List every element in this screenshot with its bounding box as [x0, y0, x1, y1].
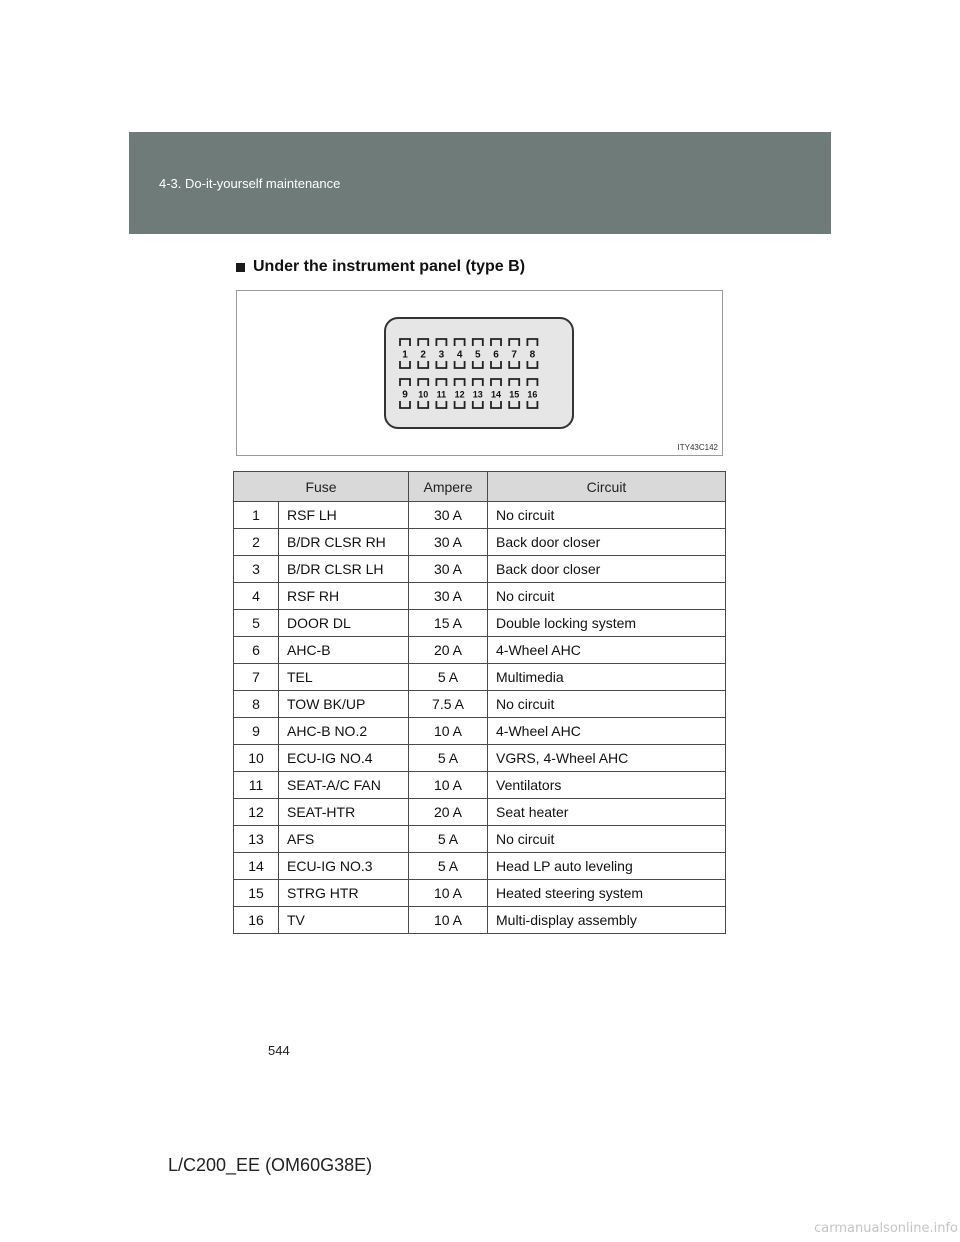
- fuse-circuit: Head LP auto leveling: [488, 853, 726, 880]
- fuse-name: AHC-B NO.2: [279, 718, 409, 745]
- fuse-number: 16: [234, 907, 279, 934]
- fuse-slot-6: [491, 339, 501, 368]
- header-fuse: Fuse: [234, 472, 409, 502]
- fuse-slot-11: [436, 379, 446, 408]
- fuse-slot-label: 9: [402, 389, 408, 401]
- fuse-ampere: 5 A: [409, 745, 488, 772]
- fuse-slot-16: [527, 379, 537, 408]
- bullet-square-icon: [236, 263, 245, 272]
- fuse-name: SEAT-HTR: [279, 799, 409, 826]
- fuse-slot-label: 15: [509, 389, 520, 400]
- fuse-slot-12: [455, 379, 465, 408]
- fuse-ampere: 15 A: [409, 610, 488, 637]
- watermark: carmanualsonline.info: [814, 1221, 958, 1236]
- table-row: [234, 529, 726, 556]
- fuse-slot-label: 1: [402, 349, 408, 361]
- fuse-name: AHC-B: [279, 637, 409, 664]
- page-number: 544: [268, 1043, 290, 1058]
- fuse-ampere: 30 A: [409, 556, 488, 583]
- fuse-slot-5: [473, 339, 483, 368]
- fuse-slot-14: [491, 379, 501, 408]
- fuse-number: 1: [234, 502, 279, 529]
- table-row: [234, 502, 726, 529]
- fuse-slot-label: 11: [436, 389, 447, 400]
- fuse-name: B/DR CLSR RH: [279, 529, 409, 556]
- fuse-circuit: No circuit: [488, 826, 726, 853]
- fuse-slot-10: [418, 379, 428, 408]
- table-row: [234, 664, 726, 691]
- fuse-circuit: Seat heater: [488, 799, 726, 826]
- fuse-slot-7: [509, 339, 519, 368]
- fuse-number: 11: [234, 772, 279, 799]
- table-row: [234, 718, 726, 745]
- fuse-slot-15: [509, 379, 519, 408]
- table-row: [234, 826, 726, 853]
- fuse-number: 14: [234, 853, 279, 880]
- table-row: [234, 799, 726, 826]
- fuse-circuit: Heated steering system: [488, 880, 726, 907]
- fuse-number: 2: [234, 529, 279, 556]
- fuse-name: ECU-IG NO.3: [279, 853, 409, 880]
- fuse-circuit: Multimedia: [488, 664, 726, 691]
- fuse-name: AFS: [279, 826, 409, 853]
- fuse-ampere: 30 A: [409, 583, 488, 610]
- fuse-circuit: No circuit: [488, 691, 726, 718]
- fuse-slot-label: 14: [490, 389, 502, 400]
- fuse-ampere: 10 A: [409, 772, 488, 799]
- fuse-slot-label: 8: [529, 349, 536, 361]
- table-row: [234, 745, 726, 772]
- fuse-slot-9: [400, 379, 410, 408]
- header-ampere: Ampere: [409, 472, 488, 502]
- page-header: [129, 132, 831, 234]
- fuse-number: 5: [234, 610, 279, 637]
- fuse-slot-1: [400, 339, 410, 368]
- fuse-slot-label: 5: [475, 349, 481, 361]
- fuse-slot-label: 7: [511, 349, 517, 361]
- fuse-name: TEL: [279, 664, 409, 691]
- fuse-layout-svg: [386, 319, 572, 427]
- fuse-name: DOOR DL: [279, 610, 409, 637]
- fuse-number: 4: [234, 583, 279, 610]
- fuse-slot-label: 3: [438, 349, 445, 361]
- fuse-name: RSF RH: [279, 583, 409, 610]
- table-header-row: [234, 472, 726, 502]
- fuse-number: 7: [234, 664, 279, 691]
- fuse-circuit: Double locking system: [488, 610, 726, 637]
- fuse-ampere: 5 A: [409, 664, 488, 691]
- table-row: [234, 556, 726, 583]
- fuse-circuit: Back door closer: [488, 556, 726, 583]
- fuse-number: 6: [234, 637, 279, 664]
- fuse-name: SEAT-A/C FAN: [279, 772, 409, 799]
- fuse-ampere: 5 A: [409, 826, 488, 853]
- fuse-slot-2: [418, 339, 428, 368]
- diagram-code: ITY43C142: [677, 443, 718, 452]
- fuse-name: STRG HTR: [279, 880, 409, 907]
- fuse-slot-label: 4: [456, 349, 463, 361]
- fuse-number: 12: [234, 799, 279, 826]
- fuse-slot-label: 13: [472, 389, 483, 400]
- fuse-name: B/DR CLSR LH: [279, 556, 409, 583]
- fuse-name: TV: [279, 907, 409, 934]
- fuse-table: [233, 471, 726, 934]
- fuse-box-diagram: [236, 290, 723, 456]
- fuse-slot-13: [473, 379, 483, 408]
- table-row: [234, 583, 726, 610]
- section-breadcrumb: 4-3. Do-it-yourself maintenance: [159, 176, 341, 191]
- fuse-ampere: 10 A: [409, 718, 488, 745]
- table-row: [234, 880, 726, 907]
- fuse-slot-label: 16: [527, 389, 538, 400]
- table-row: [234, 907, 726, 934]
- fuse-ampere: 10 A: [409, 907, 488, 934]
- fuse-number: 13: [234, 826, 279, 853]
- fuse-ampere: 5 A: [409, 853, 488, 880]
- fuse-slot-label: 2: [420, 349, 426, 361]
- fuse-circuit: No circuit: [488, 502, 726, 529]
- fuse-name: TOW BK/UP: [279, 691, 409, 718]
- fuse-circuit: No circuit: [488, 583, 726, 610]
- fuse-ampere: 30 A: [409, 529, 488, 556]
- fuse-circuit: 4-Wheel AHC: [488, 637, 726, 664]
- table-row: [234, 637, 726, 664]
- document-code: L/C200_EE (OM60G38E): [168, 1155, 373, 1175]
- table-row: [234, 853, 726, 880]
- table-row: [234, 691, 726, 718]
- table-row: [234, 772, 726, 799]
- fuse-ampere: 7.5 A: [409, 691, 488, 718]
- fuse-circuit: VGRS, 4-Wheel AHC: [488, 745, 726, 772]
- fuse-ampere: 20 A: [409, 799, 488, 826]
- fuse-slot-3: [436, 339, 446, 368]
- fuse-slot-label: 10: [418, 389, 429, 400]
- fuse-slot-label: 6: [493, 349, 499, 361]
- section-title: [236, 258, 525, 276]
- fuse-slot-label: 12: [454, 389, 465, 400]
- fuse-circuit: Ventilators: [488, 772, 726, 799]
- fuse-ampere: 30 A: [409, 502, 488, 529]
- fuse-number: 10: [234, 745, 279, 772]
- fuse-ampere: 20 A: [409, 637, 488, 664]
- fuse-circuit: Back door closer: [488, 529, 726, 556]
- table-row: [234, 610, 726, 637]
- fuse-name: ECU-IG NO.4: [279, 745, 409, 772]
- fuse-slot-8: [527, 339, 537, 368]
- fuse-number: 9: [234, 718, 279, 745]
- header-circuit: Circuit: [488, 472, 726, 502]
- section-title-text: Under the instrument panel (type B): [253, 258, 526, 275]
- fuse-circuit: Multi-display assembly: [488, 907, 726, 934]
- fuse-ampere: 10 A: [409, 880, 488, 907]
- fuse-slot-4: [455, 339, 465, 368]
- fuse-circuit: 4-Wheel AHC: [488, 718, 726, 745]
- fuse-table-body: [234, 502, 726, 934]
- fuse-number: 15: [234, 880, 279, 907]
- fuse-block-outline: [384, 317, 574, 429]
- fuse-name: RSF LH: [279, 502, 409, 529]
- fuse-number: 3: [234, 556, 279, 583]
- fuse-number: 8: [234, 691, 279, 718]
